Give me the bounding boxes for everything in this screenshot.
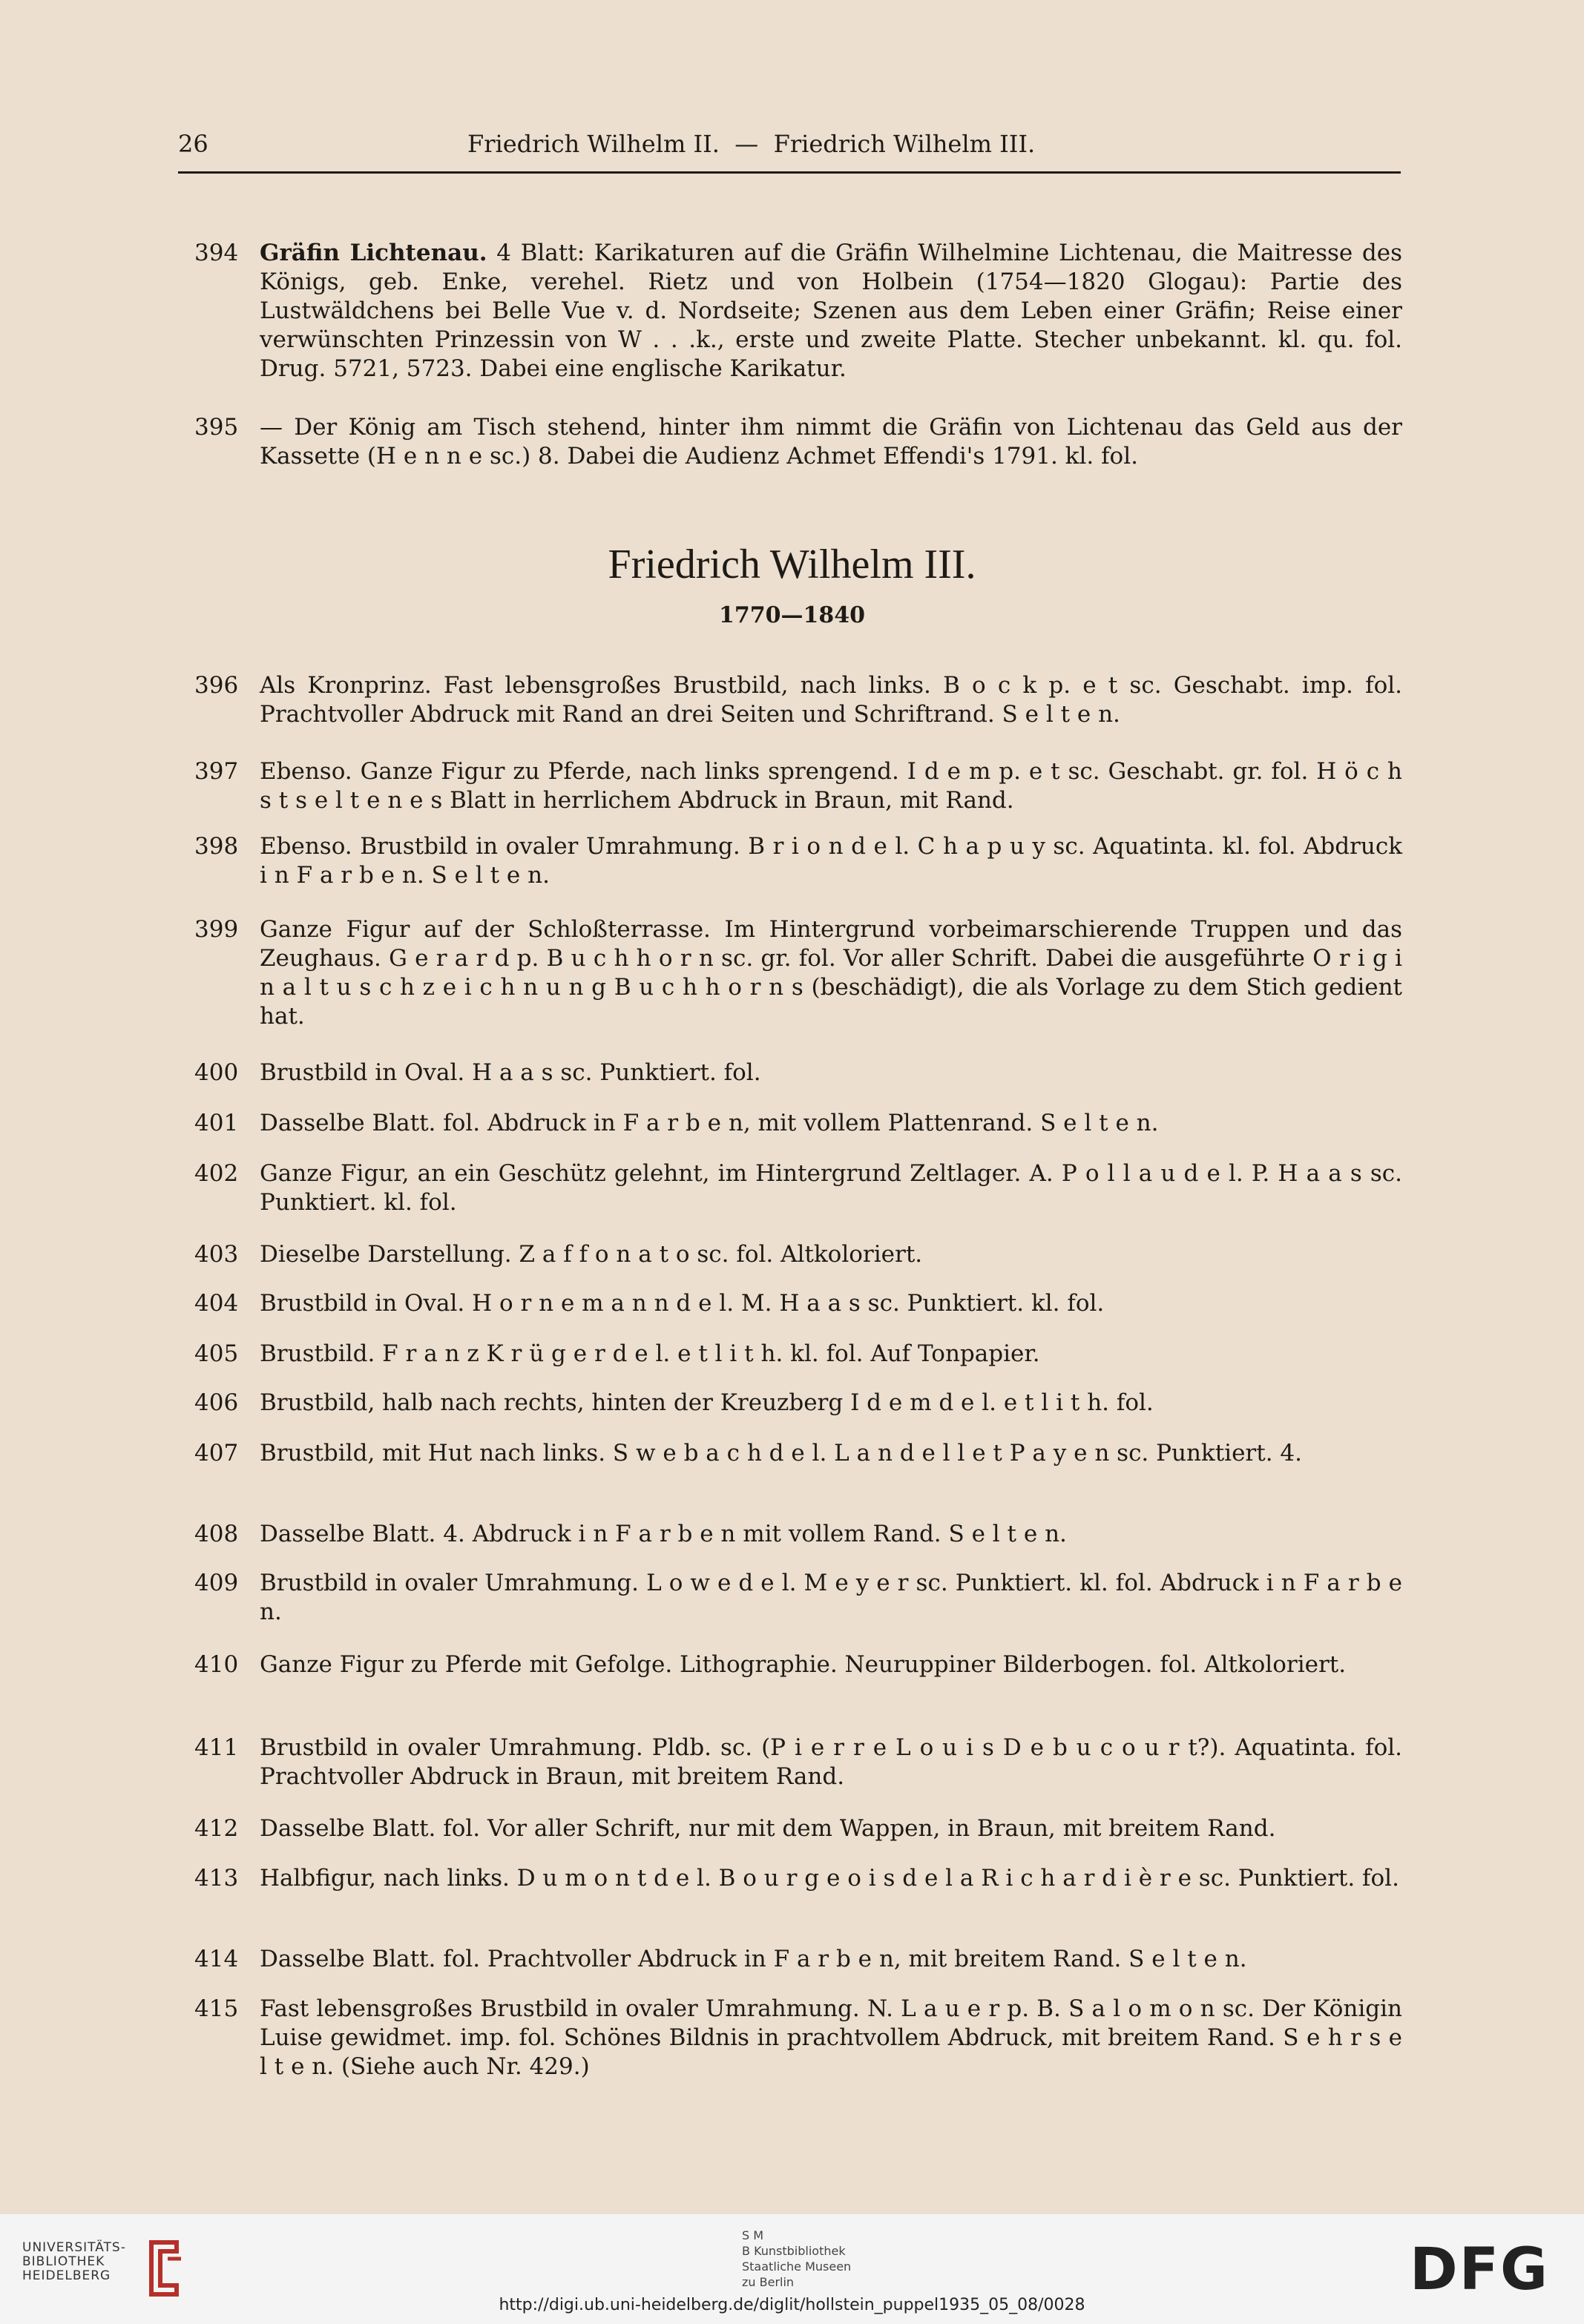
section-title: Friedrich Wilhelm III. [608, 542, 976, 587]
entry-number: 395 [194, 414, 239, 441]
entry-number: 413 [194, 1865, 239, 1892]
catalog-entry [194, 1240, 1402, 1269]
entry-text: Brustbild in ovaler Umrahmung. Pldb. sc. (P i e r r e L o u i s D e b u c o u r t?). Aquatinta. fol. Prachtvoller Abdruck in Braun, mit breitem Rand. [260, 1734, 1402, 1790]
entry-text: Brustbild in Oval. H a a s sc. Punktiert. fol. [260, 1059, 761, 1086]
permalink-url[interactable]: http://digi.ub.uni-heidelberg.de/diglit/hollstein_puppel1935_05_08/0028 [499, 2296, 1085, 2314]
entry-number: 401 [194, 1110, 239, 1136]
catalog-entry [194, 1520, 1402, 1549]
catalog-entry [194, 671, 1402, 729]
entry-text: Brustbild, mit Hut nach links. S w e b a c h d e l. L a n d e l l e t P a y e n sc. Punktiert. 4. [260, 1440, 1302, 1467]
catalog-entry [194, 1340, 1402, 1369]
entry-number: 415 [194, 1995, 239, 2022]
entry-text: 4 Blatt: Karikaturen auf die Gräfin Wilhelmine Lichtenau, die Maitresse des Königs, geb. Enke, verehel. Rietz und von Holbein (1754—1820 Glogau): Partie des Lustwäldchens bei Belle Vue v. d. Nordseite; Szenen aus dem Leben einer Gräfin; Reise einer verwünschten Prinzessin von W . . .k., erste und zweite Platte. Stecher unbekannt. kl. qu. fol. Drug. 5721, 5723. Dabei eine englische Karikatur. [260, 240, 1402, 382]
catalog-entry [194, 1569, 1402, 1627]
entry-text: Ganze Figur zu Pferde mit Gefolge. Lithographie. Neuruppiner Bilderbogen. fol. Altkoloriert. [260, 1651, 1347, 1678]
entry-text: Brustbild in ovaler Umrahmung. L o w e d e l. M e y e r sc. Punktiert. kl. fol. Abdruck i n F a r b e n. [260, 1570, 1402, 1625]
university-library-label: UNIVERSITÄTS- BIBLIOTHEK HEIDELBERG [22, 2240, 126, 2283]
entry-text: Ebenso. Brustbild in ovaler Umrahmung. B r i o n d e l. C h a p u y sc. Aquatinta. kl. fol. Abdruck i n F a r b e n. S e l t e n. [260, 833, 1402, 889]
entry-number: 407 [194, 1440, 239, 1467]
entry-text: Brustbild. F r a n z K r ü g e r d e l. e t l i t h. kl. fol. Auf Tonpapier. [260, 1340, 1040, 1367]
entry-number: 398 [194, 833, 239, 860]
dfg-logo: DFG [1410, 2236, 1550, 2303]
catalog-entry [194, 239, 1402, 384]
entry-number: 403 [194, 1241, 239, 1268]
entry-number: 414 [194, 1946, 239, 1972]
entry-number: 405 [194, 1340, 239, 1367]
entry-text: Dasselbe Blatt. fol. Prachtvoller Abdruck in F a r b e n, mit breitem Rand. S e l t e n. [260, 1946, 1247, 1972]
entry-text: Dasselbe Blatt. 4. Abdruck i n F a r b e n mit vollem Rand. S e l t e n. [260, 1521, 1067, 1547]
entry-text: Ganze Figur, an ein Geschütz gelehnt, im Hintergrund Zeltlager. A. P o l l a u d e l. P. H a a s sc. Punktiert. kl. fol. [260, 1160, 1402, 1216]
page-header [178, 128, 1401, 160]
entry-number: 396 [194, 672, 239, 699]
catalog-entry [194, 757, 1402, 815]
catalog-entry [194, 1995, 1402, 2081]
entry-text: — Der König am Tisch stehend, hinter ihm nimmt die Gräfin von Lichtenau das Geld aus der Kassette (H e n n e sc.) 8. Dabei die Audienz Achmet Effendi's 1791. kl. fol. [260, 414, 1402, 470]
page-number: 26 [178, 130, 208, 158]
entry-text: Brustbild, halb nach rechts, hinten der Kreuzberg I d e m d e l. e t l i t h. fol. [260, 1389, 1154, 1416]
catalog-entry [194, 1389, 1402, 1418]
entry-number: 408 [194, 1521, 239, 1547]
entry-text: Dasselbe Blatt. fol. Abdruck in F a r b e n, mit vollem Plattenrand. S e l t e n. [260, 1110, 1159, 1136]
entry-number: 409 [194, 1570, 239, 1596]
catalog-entry [194, 832, 1402, 890]
header-rule [178, 171, 1401, 174]
viewer-footer [0, 2214, 1584, 2324]
catalog-entry [194, 1159, 1402, 1217]
entry-text: Brustbild in Oval. H o r n e m a n n d e l. M. H a a s sc. Punktiert. kl. fol. [260, 1290, 1105, 1317]
catalog-entry [194, 1814, 1402, 1843]
university-logo-icon [138, 2236, 190, 2300]
entry-number: 402 [194, 1160, 239, 1187]
entry-number: 394 [194, 240, 239, 266]
entry-text: Dieselbe Darstellung. Z a f f o n a t o sc. fol. Altkoloriert. [260, 1241, 923, 1268]
smb-kunstbibliothek-label: S M B Kunstbibliothek Staatliche Museen zu Berlin [742, 2228, 852, 2289]
catalog-entry [194, 413, 1402, 471]
running-title: Friedrich Wilhelm II. — Friedrich Wilhelm III. [467, 130, 1036, 158]
catalog-entry [194, 1650, 1402, 1679]
entry-number: 397 [194, 758, 239, 785]
entry-text: Als Kronprinz. Fast lebensgroßes Brustbild, nach links. B o c k p. e t sc. Geschabt. imp. fol. Prachtvoller Abdruck mit Rand an drei Seiten und Schriftrand. S e l t e n. [260, 672, 1402, 728]
catalog-entry [194, 1734, 1402, 1791]
entry-text: Fast lebensgroßes Brustbild in ovaler Umrahmung. N. L a u e r p. B. S a l o m o n sc. Der Königin Luise gewidmet. imp. fol. Schönes Bildnis in prachtvollem Abdruck, mit breitem Rand. S e h r s e l t e n. (Siehe auch Nr. 429.) [260, 1995, 1402, 2080]
catalog-entry [194, 915, 1402, 1031]
entry-number: 412 [194, 1815, 239, 1842]
entry-number: 400 [194, 1059, 239, 1086]
catalog-entry [194, 1945, 1402, 1974]
entry-text: Dasselbe Blatt. fol. Vor aller Schrift, nur mit dem Wappen, in Braun, mit breitem Rand. [260, 1815, 1276, 1842]
catalog-entry [194, 1289, 1402, 1318]
entry-number: 399 [194, 916, 239, 943]
entry-name: Gräfin Lichtenau. [260, 240, 487, 266]
catalog-entry [194, 1439, 1402, 1468]
entry-number: 406 [194, 1389, 239, 1416]
catalog-entry [194, 1864, 1402, 1893]
entry-number: 411 [194, 1734, 239, 1761]
entry-text: Ganze Figur auf der Schloßterrasse. Im Hintergrund vorbeimarschierende Truppen und das Zeughaus. G e r a r d p. B u c h h o r n sc. gr. fol. Vor aller Schrift. Dabei die ausgeführte O r i g i n a l t u s c h z e i c h n u n g B u c h h o r n s (beschädigt), die als Vorlage zu dem Stich gedient hat. [260, 916, 1402, 1030]
catalog-entry [194, 1059, 1402, 1087]
entry-number: 404 [194, 1290, 239, 1317]
entry-text: Halbfigur, nach links. D u m o n t d e l. B o u r g e o i s d e l a R i c h a r d i è r e sc. Punktiert. fol. [260, 1865, 1399, 1892]
section-dates: 1770—1840 [719, 602, 865, 628]
catalog-entry [194, 1109, 1402, 1138]
entry-number: 410 [194, 1651, 239, 1678]
entry-text: Ebenso. Ganze Figur zu Pferde, nach links sprengend. I d e m p. e t sc. Geschabt. gr. fol. H ö c h s t s e l t e n e s Blatt in herrlichem Abdruck in Braun, mit Rand. [260, 758, 1402, 814]
